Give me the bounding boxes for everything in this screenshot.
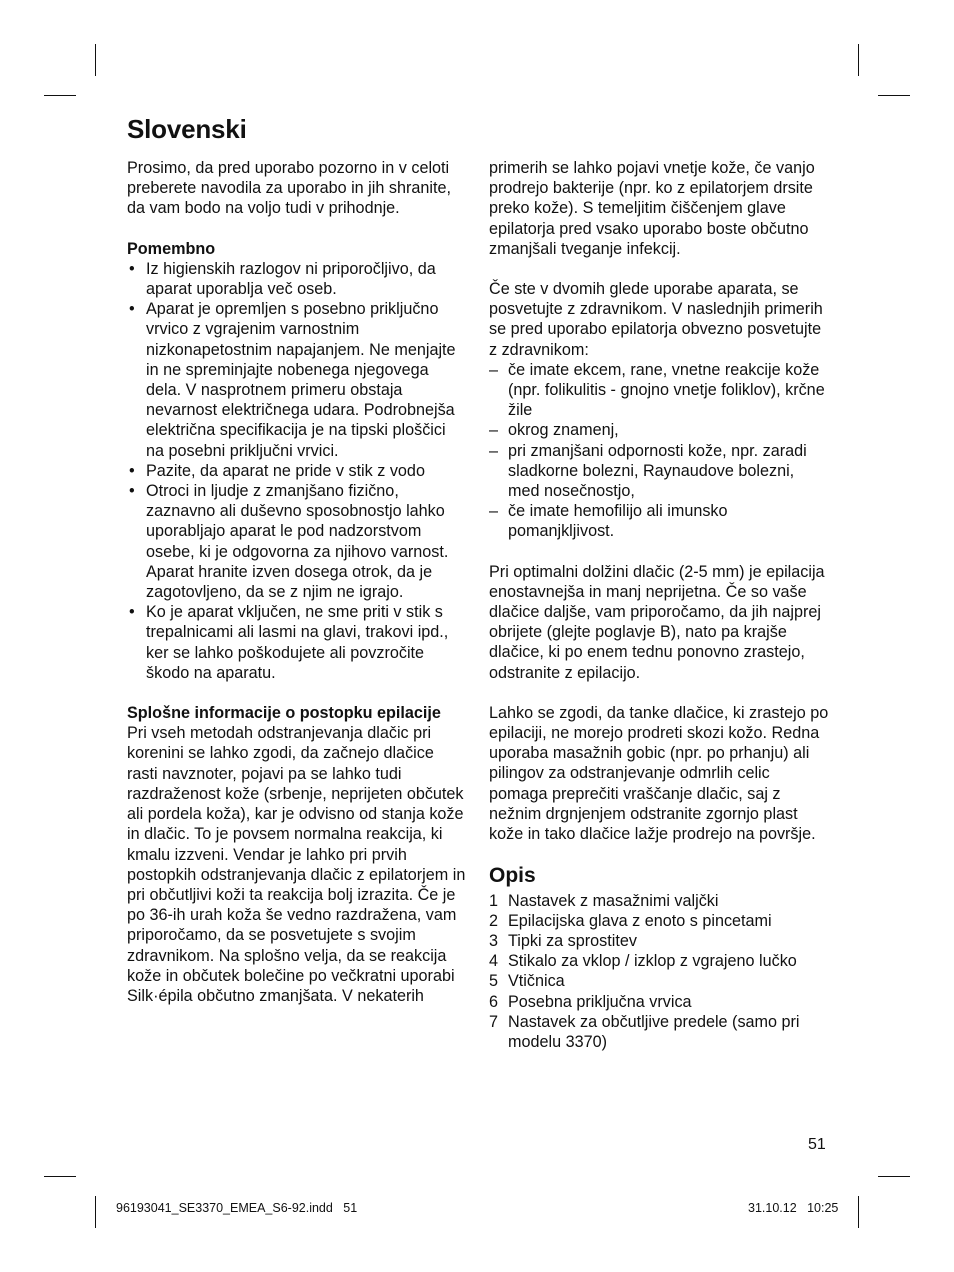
footer-date: 31.10.12 10:25: [748, 1201, 839, 1215]
list-item: • Ko je aparat vključen, ne sme priti v stik s trepalnicami ali lasmi na glavi, trakovi ipd., ker se lahko poškodujete ali povzročite škodo na aparatu.: [127, 602, 467, 683]
list-item: [489, 951, 829, 971]
crop-mark: [878, 95, 910, 96]
item-text: Stikalo za vklop / izklop z vgrajeno lučko: [508, 952, 797, 971]
footer-file: 96193041_SE3370_EMEA_S6-92.indd 51: [116, 1201, 358, 1215]
crop-mark: [858, 44, 859, 76]
crop-mark: [95, 1196, 96, 1228]
hair-length-paragraph: Pri optimalni dolžini dlačic (2-5 mm) je epilacija enostavnejša in manj neprijetna. Če so vaše dlačice daljše, vam priporočamo, da jih najprej obrijete (glejte poglavje B), nato pa krajše dlačice, ki po enem tednu ponovno zrastejo, odstranite z epilacijo.: [489, 562, 825, 682]
general-paragraph-continued: primerih se lahko pojavi vnetje kože, če vanjo prodrejo bakterije (npr. ko z epilatorjem drsite preko kože). S temeljitim čiščenjem glave epilatorja pred vsako uporabo boste občutno zmanjšali tveganje infekcij.: [489, 159, 815, 258]
list-item: – okrog znamenj,: [489, 420, 829, 440]
item-number: 4: [489, 952, 499, 971]
crop-mark: [878, 1176, 910, 1177]
list-item: [489, 992, 829, 1012]
item-text: Posebna priključna vrvica: [508, 992, 692, 1011]
crop-mark: [858, 1196, 859, 1228]
crop-mark: [95, 44, 96, 76]
intro-paragraph: Prosimo, da pred uporabo pozorno in v celoti preberete navodila za uporabo in jih shranite, da vam bodo na voljo tudi v prihodnje.: [127, 159, 451, 218]
item-text: Epilacijska glava z enoto s pincetami: [508, 911, 772, 930]
item-text: Tipki za sprostitev: [508, 931, 637, 950]
page-number: 51: [808, 1136, 826, 1153]
crop-mark: [44, 95, 76, 96]
doctor-paragraph: Če ste v dvomih glede uporabe aparata, se posvetujte z zdravnikom. V naslednjih primerih se pred uporabo epilatorja obvezno posvetujte z zdravnikom:: [489, 280, 823, 359]
list-item: [489, 971, 829, 991]
list-item: [489, 891, 829, 911]
list-item: • Pazite, da aparat ne pride v stik z vodo: [127, 461, 467, 481]
item-number: 5: [489, 972, 499, 991]
general-heading: Splošne informacije o postopku epilacije: [127, 704, 441, 723]
doctor-list: [489, 360, 829, 542]
list-item: – če imate hemofilijo ali imunsko pomanjkljivost.: [489, 501, 829, 541]
list-item: • Iz higienskih razlogov ni priporočljivo, da aparat uporablja več oseb.: [127, 259, 467, 299]
left-column: [127, 158, 467, 1026]
item-number: 1: [489, 891, 499, 910]
important-list: [127, 259, 467, 683]
item-number: 7: [489, 1012, 499, 1031]
item-number: 3: [489, 931, 499, 950]
right-column: [489, 158, 829, 1072]
opis-heading: Opis: [489, 864, 536, 888]
item-text: Nastavek za občutljive predele (samo pri modelu 3370): [508, 1012, 800, 1051]
general-paragraph: Pri vseh metodah odstranjevanja dlačic pri korenini se lahko zgodi, da začnejo dlačice rasti navznoter, pojavi pa se lahko tudi razdraženost kože (srbenje, neprijeten občutek ali pordela koža), kar je odvisno od stanja kože in dlačic. To je povsem normalna reakcija, ki kmalu izzveni. Vendar je lahko pri prvih postopkih odstranjevanja dlačic z epilatorjem in pri občutljivi koži ta reakcija bolj izrazita. Če je po 36-ih urah koža še vedno razdražena, vam priporočamo, da se posvetujete s svojim zdravnikom. Na splošno velja, da se reakcija kože in občutek bolečine po večkratni uporabi Silk·épila občutno zmanjšata. V nekaterih: [127, 724, 466, 1005]
list-item: • Otroci in ljudje z zmanjšano fizično, zaznavno ali duševno sposobnostjo lahko uporabljajo aparat le pod nadzorstvom osebe, ki je odgovorna za njihovo varnost. Aparat hranite izven dosega otrok, da je zagotovljeno, da se z njim ne igrajo.: [127, 481, 467, 602]
list-item: – pri zmanjšani odpornosti kože, npr. zaradi sladkorne bolezni, Raynaudove bolezni, med nosečnostjo,: [489, 441, 829, 502]
list-item: [489, 1012, 829, 1052]
item-text: Nastavek z masažnimi valjčki: [508, 891, 719, 910]
list-item: [489, 931, 829, 951]
list-item: – če imate ekcem, rane, vnetne reakcije kože (npr. folikulitis - gnojno vnetje foliklov), krčne žile: [489, 360, 829, 421]
page-title: Slovenski: [127, 114, 247, 144]
list-item: • Aparat je opremljen s posebno priključno vrvico z vgrajenim varnostnim nizkonapetostnim napajanjem. Ne menjajte in ne spreminjajte nobenega njegovega dela. V nasprotnem primeru obstaja nevarnost električnega udara. Podrobnejša električna specifikacija je na tipski ploščici na posebni priključni vrvici.: [127, 299, 467, 461]
item-number: 6: [489, 992, 499, 1011]
list-item: [489, 911, 829, 931]
ingrown-paragraph: Lahko se zgodi, da tanke dlačice, ki zrastejo po epilaciji, ne morejo prodreti skozi kožo. Redna uporaba masažnih gobic (npr. po prhanju) ali pilingov za odstranjevanje odmrlih celic pomaga preprečiti vraščanje dlačic, saj z nežnim drgnjenjem odstranite zgornjo plast kože in tako dlačice lažje prodrejo na površje.: [489, 703, 829, 844]
item-number: 2: [489, 911, 499, 930]
item-text: Vtičnica: [508, 972, 565, 991]
important-heading: Pomembno: [127, 239, 216, 258]
crop-mark: [44, 1176, 76, 1177]
opis-list: [489, 891, 829, 1053]
